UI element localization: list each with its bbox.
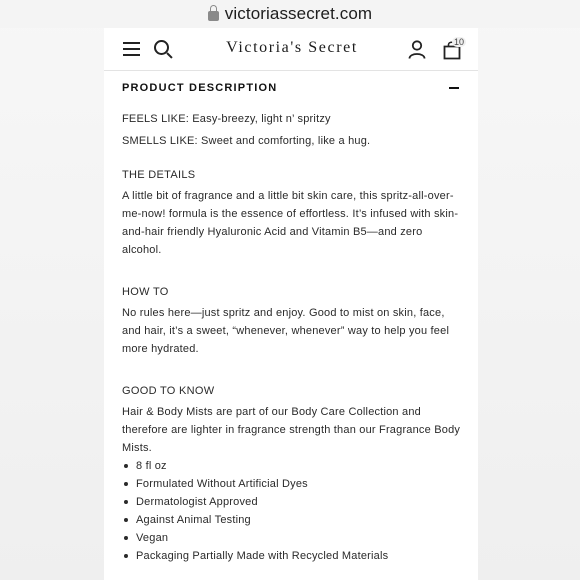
lock-icon (208, 11, 219, 21)
collapse-icon[interactable] (449, 87, 459, 89)
product-description (122, 70, 462, 565)
background-right (478, 0, 580, 580)
feature-list (122, 457, 462, 565)
page-viewport (104, 28, 478, 580)
howto-heading: HOW TO (122, 286, 169, 298)
good-to-know-text: Hair & Body Mists are part of our Body Care Collection and therefore are lighter in fragrance strength than our Fragrance Body Mists. (122, 406, 461, 454)
list-item: Packaging Partially Made with Recycled Materials (122, 547, 462, 565)
brand-logo[interactable]: Victoria's Secret (226, 39, 358, 56)
bag-count-badge: 10 (454, 37, 465, 47)
account-icon[interactable] (408, 40, 426, 59)
list-item: Against Animal Testing (122, 511, 462, 529)
details-text: A little bit of fragrance and a little bit skin care, this spritz-all-over-me-now! formula is the essence of effortless. It’s infused with skin-and-hair friendly Hyaluronic Acid and Vitamin B5—and zero alcohol. (122, 190, 459, 256)
smells-like-text: SMELLS LIKE: Sweet and comforting, like a hug. (122, 135, 371, 147)
accordion-header[interactable] (122, 70, 462, 106)
list-item: Vegan (122, 529, 462, 547)
address-bar[interactable] (0, 0, 580, 28)
site-header (104, 28, 478, 71)
howto-text: No rules here—just spritz and enjoy. Good to mist on skin, face, and hair, it’s a sweet, “whenever, whenever” way to help you feel more hydrated. (122, 307, 450, 355)
url-text[interactable]: victoriassecret.com (224, 4, 373, 23)
good-to-know-heading: GOOD TO KNOW (122, 385, 215, 397)
list-item: Formulated Without Artificial Dyes (122, 475, 462, 493)
list-item: 8 fl oz (122, 457, 462, 475)
details-heading: THE DETAILS (122, 169, 196, 181)
menu-icon[interactable] (123, 42, 140, 56)
list-item: Dermatologist Approved (122, 493, 462, 511)
section-title: PRODUCT DESCRIPTION (122, 82, 278, 94)
background-left (0, 0, 104, 580)
search-icon[interactable] (154, 40, 174, 60)
feels-like-text: FEELS LIKE: Easy-breezy, light n’ spritzy (122, 113, 331, 125)
